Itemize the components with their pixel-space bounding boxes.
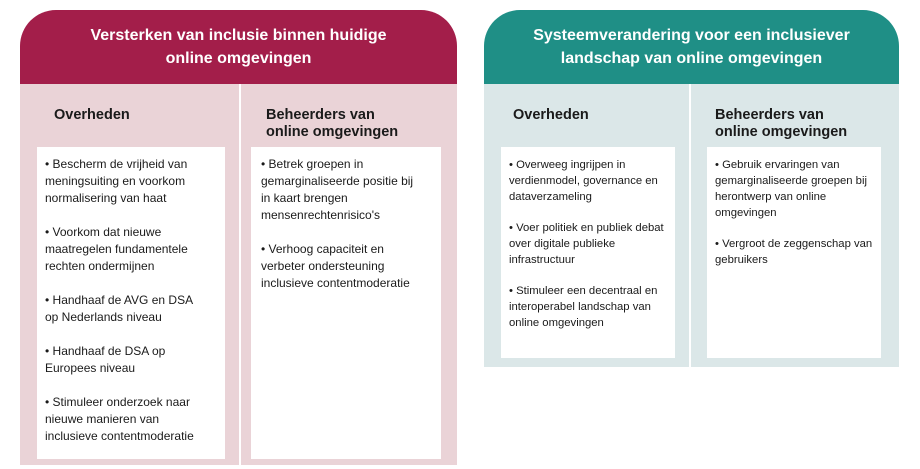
panel-title — [484, 10, 899, 84]
card-overheden — [501, 147, 675, 358]
column-title-beheerders: Beheerders van online omgevingen — [715, 107, 848, 140]
list-item: • Stimuleer een decentraal en interoperabel landschap van online omgevingen — [509, 285, 658, 329]
list-item: • Stimuleer onderzoek naar nieuwe manieren van inclusieve contentmoderatie — [45, 395, 194, 443]
panel-system-change — [484, 10, 899, 367]
list-item: • Vergroot de zeggenschap van gebruikers — [715, 238, 873, 266]
list-item: • Bescherm de vrijheid van meningsuiting en voorkom normalisering van haat — [45, 157, 188, 205]
list-item: • Verhoog capaciteit en verbeter ondersteuning inclusieve contentmoderatie — [261, 242, 410, 290]
column-divider — [239, 84, 241, 465]
list-item: • Voer politiek en publiek debat over digitale publieke infrastructuur — [509, 222, 664, 266]
card-beheerders — [251, 147, 441, 459]
list-item: • Betrek groepen in gemarginaliseerde positie bij in kaart brengen mensenrechtenrisico's — [261, 157, 414, 222]
panel-title — [20, 10, 457, 84]
list-item: • Overweeg ingrijpen in verdienmodel, governance en dataverzameling — [509, 159, 658, 203]
list-item: • Gebruik ervaringen van gemarginaliseerde groepen bij herontwerp van online omgevingen — [715, 159, 867, 219]
list-item: • Voorkom dat nieuwe maatregelen fundamentele rechten ondermijnen — [45, 225, 188, 273]
column-divider — [689, 84, 691, 367]
list-item: • Handhaaf de DSA op Europees niveau — [45, 344, 166, 375]
column-title-overheden: Overheden — [513, 107, 589, 123]
panel-title-text: Versterken van inclusie binnen huidige online omgevingen — [90, 27, 387, 67]
card-overheden — [37, 147, 225, 459]
column-title-overheden: Overheden — [54, 107, 130, 123]
column-title-beheerders: Beheerders van online omgevingen — [266, 107, 399, 140]
card-beheerders — [707, 147, 881, 358]
panel-title-text: Systeemverandering voor een inclusiever landschap van online omgevingen — [533, 27, 850, 67]
list-item: • Handhaaf de AVG en DSA op Nederlands niveau — [45, 293, 194, 324]
panel-strengthen-inclusion — [20, 10, 457, 465]
